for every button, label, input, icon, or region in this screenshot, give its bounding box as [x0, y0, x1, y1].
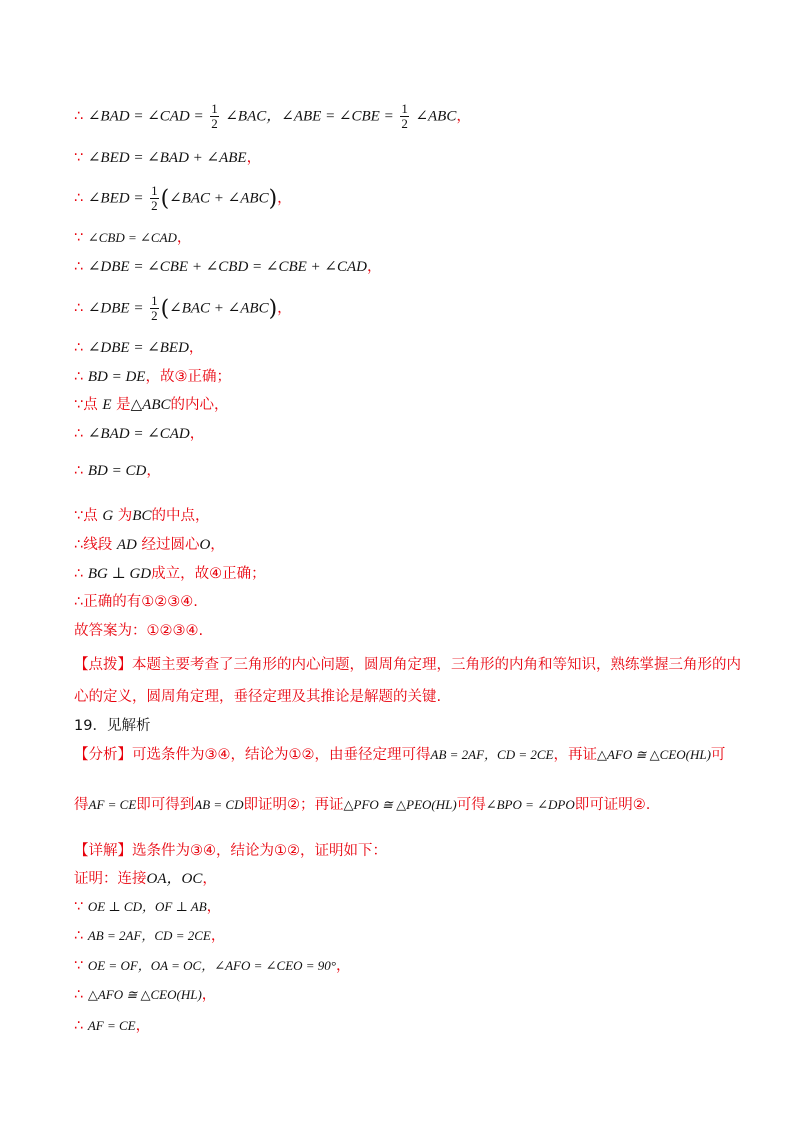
- proof-text: 证明：连接: [74, 871, 147, 887]
- math-expression: △AFO ≅ △CEO(HL): [87, 987, 202, 1002]
- fraction-one-half: [400, 102, 409, 131]
- math-expression: ∠BAD = ∠CAD: [87, 426, 190, 442]
- analysis-line-2: [74, 795, 650, 815]
- connector-text: 为: [117, 508, 133, 524]
- proof-line-13: [74, 535, 225, 555]
- proof-line-5: [74, 257, 382, 277]
- tip-text: 心的定义，圆周角定理，垂径定理及其推论是解题的关键.: [74, 689, 442, 705]
- fraction-one-half: [150, 294, 159, 323]
- left-paren: (: [160, 186, 170, 212]
- therefore-symbol: ∴: [74, 1018, 84, 1034]
- connector-text: 是: [116, 397, 131, 413]
- fraction-denominator: 2: [211, 116, 218, 131]
- fraction-denominator: 2: [401, 116, 408, 131]
- math-expression: ∠BPO = ∠DPO: [485, 797, 575, 812]
- therefore-symbol: ∴: [74, 190, 84, 207]
- math-expression: AB = 2AF，CD = 2CE: [430, 747, 554, 762]
- proof-line-perp: [74, 897, 221, 917]
- proof-line-halves: [74, 926, 225, 946]
- therefore-symbol: ∴: [74, 369, 84, 385]
- fraction-numerator: 1: [211, 101, 218, 116]
- fraction-numerator: 1: [151, 293, 158, 308]
- conclusion-text: 成立，故④正确；: [151, 566, 266, 582]
- analysis-text: 得: [74, 797, 89, 813]
- therefore-symbol: ∴: [74, 108, 84, 125]
- math-variable: AD: [116, 537, 137, 553]
- question-19-heading: [74, 716, 150, 736]
- math-expression: AB = 2AF，CD = 2CE: [87, 928, 211, 943]
- fraction-numerator: 1: [151, 183, 158, 198]
- proof-line-equal: [74, 956, 351, 976]
- math-expression: BD = DE: [87, 369, 146, 385]
- therefore-text: ∴线段: [74, 537, 113, 553]
- math-expression: BG ⊥ GD: [87, 566, 152, 582]
- punctuation: ，: [188, 340, 204, 356]
- proof-line-9: [74, 395, 229, 415]
- proof-line-12: [74, 506, 209, 526]
- proof-line-15: [74, 592, 198, 612]
- math-expression: ∠BED =: [87, 190, 144, 207]
- fraction-denominator: 2: [151, 198, 158, 213]
- tip-line-1: [74, 655, 741, 675]
- analysis-text: 即证明②；再证: [243, 797, 344, 813]
- therefore-symbol: ∴: [74, 566, 84, 582]
- proof-line-8: [74, 367, 231, 387]
- punctuation: ，: [206, 899, 222, 915]
- analysis-line-1: [74, 745, 725, 765]
- punctuation: ，: [246, 150, 262, 166]
- punctuation: ，: [336, 958, 351, 974]
- answer-line: [74, 621, 203, 641]
- analysis-text: ，再证: [553, 747, 597, 763]
- math-expression: ∠ABC: [415, 108, 457, 125]
- fraction-denominator: 2: [151, 308, 158, 323]
- left-paren: (: [160, 296, 170, 322]
- math-expression: ∠BED = ∠BAD + ∠ABE: [87, 150, 247, 166]
- math-expression: ∠DBE = ∠CBE + ∠CBD = ∠CBE + ∠CAD: [87, 259, 367, 275]
- fraction-one-half: [210, 102, 219, 131]
- math-expression: △PFO ≅ △PEO(HL): [343, 797, 457, 812]
- math-expression: ∠DBE = ∠BED: [87, 340, 189, 356]
- therefore-symbol: ∴: [74, 426, 84, 442]
- because-symbol: ∵: [74, 958, 84, 974]
- math-expression: AF = CE: [88, 797, 137, 812]
- proof-line-af-ce: [74, 1016, 150, 1036]
- tip-text: 【点拨】本题主要考查了三角形的内心问题，圆周角定理，三角形的内角和等知识，熟练掌握三角形的内: [74, 657, 741, 673]
- therefore-symbol: ∴: [74, 340, 84, 356]
- therefore-symbol: ∴: [74, 463, 84, 479]
- math-variable: BC: [132, 508, 152, 524]
- punctuation: ，: [135, 1018, 151, 1034]
- math-expression: OA，OC: [146, 871, 203, 887]
- math-expression: ∠BAC + ∠ABC: [169, 300, 269, 317]
- punctuation: ，: [210, 928, 226, 944]
- proof-line-connect: [74, 869, 217, 889]
- math-expression: AF = CE: [87, 1018, 136, 1033]
- statement-text: 经过圆心: [141, 537, 200, 553]
- punctuation: ，: [210, 537, 225, 553]
- math-expression: OE ⊥ CD，OF ⊥ AB: [87, 899, 207, 914]
- proof-line-6: [74, 294, 292, 323]
- proof-line-3: [74, 184, 292, 213]
- because-symbol: ∵: [74, 899, 84, 915]
- question-heading-text: 19．见解析: [74, 718, 151, 734]
- proof-line-7: [74, 338, 203, 358]
- right-paren: ): [268, 296, 278, 322]
- therefore-symbol: ∴: [74, 259, 84, 275]
- conclusion-text: ，故③正确；: [145, 369, 231, 385]
- punctuation: ，: [176, 230, 192, 246]
- fraction-numerator: 1: [401, 101, 408, 116]
- analysis-text: 即可得到: [136, 797, 195, 813]
- punctuation: ，: [201, 987, 217, 1003]
- punctuation: ，: [367, 259, 382, 275]
- analysis-text: 【分析】可选条件为③④，结论为①②，由垂径定理可得: [74, 747, 431, 763]
- detail-text: 【详解】选条件为③④，结论为①②，证明如下：: [74, 843, 387, 859]
- therefore-symbol: ∴: [74, 987, 84, 1003]
- math-expression: ∠DBE =: [87, 300, 144, 317]
- tip-line-2: [74, 687, 441, 707]
- punctuation: ，: [202, 871, 217, 887]
- analysis-text: 即可证明②.: [574, 797, 651, 813]
- math-expression: OE = OF，OA = OC，∠AFO = ∠CEO = 90°: [87, 958, 336, 973]
- math-expression: △AFO ≅ △CEO(HL): [596, 747, 711, 762]
- right-paren: ): [268, 186, 278, 212]
- punctuation: ，: [146, 463, 161, 479]
- math-expression: ∠BAC，∠ABE = ∠CBE =: [225, 108, 394, 125]
- proof-line-10: [74, 424, 204, 444]
- proof-line-congruent: [74, 985, 216, 1005]
- because-symbol: ∵: [74, 150, 84, 166]
- proof-line-2: [74, 148, 261, 168]
- math-expression: AB = CD: [194, 797, 244, 812]
- because-symbol: ∵: [74, 230, 84, 246]
- analysis-text: 可: [710, 747, 726, 763]
- math-variable: O: [199, 537, 211, 553]
- proof-line-11: [74, 461, 161, 481]
- math-expression: ∠BAC + ∠ABC: [169, 190, 269, 207]
- proof-line-4: [74, 228, 191, 248]
- punctuation: ，: [277, 190, 292, 207]
- fraction-one-half: [150, 184, 159, 213]
- math-expression: ∠BAD = ∠CAD =: [87, 108, 204, 125]
- statement-text: 的内心，: [170, 397, 229, 413]
- therefore-symbol: ∴: [74, 300, 84, 317]
- because-text: ∵点: [74, 508, 98, 524]
- punctuation: ，: [456, 108, 471, 125]
- punctuation: ，: [189, 426, 205, 442]
- detail-heading: [74, 841, 387, 861]
- conclusion-text: ∴正确的有①②③④.: [74, 594, 198, 610]
- math-expression-arcs: BD = CD: [87, 463, 147, 479]
- math-variable: G: [102, 508, 114, 524]
- statement-text: 的中点，: [151, 508, 210, 524]
- math-variable: E: [102, 397, 112, 413]
- math-expression: △ABC: [130, 397, 171, 413]
- analysis-text: 可得: [456, 797, 486, 813]
- because-text: ∵点: [74, 397, 98, 413]
- proof-line-1: [74, 102, 471, 131]
- proof-line-14: [74, 564, 266, 584]
- therefore-symbol: ∴: [74, 928, 84, 944]
- math-expression: ∠CBD = ∠CAD: [87, 230, 177, 245]
- punctuation: ，: [277, 300, 292, 317]
- answer-text: 故答案为：①②③④.: [74, 623, 204, 639]
